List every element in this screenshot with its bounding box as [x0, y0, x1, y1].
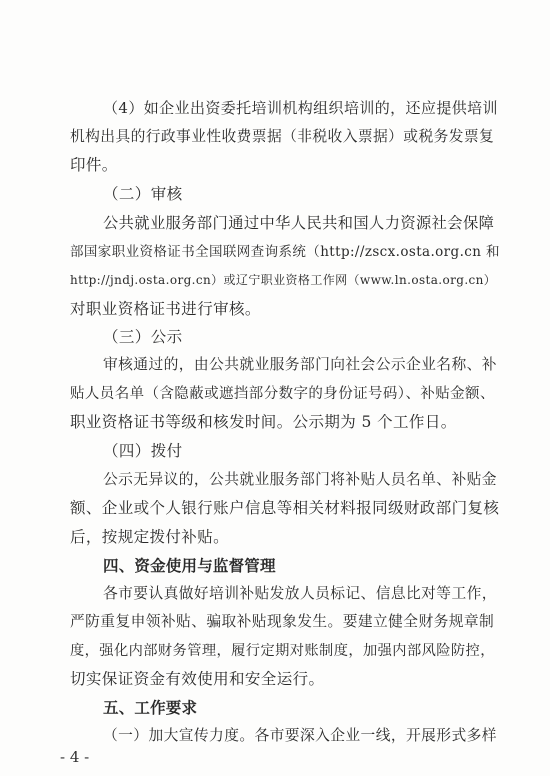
- paragraph-line: 职业资格证书等级和核发时间。公示期为 5 个工作日。: [70, 413, 457, 431]
- paragraph-line: 审核通过的，由公共就业服务部门向社会公示企业名称、补: [103, 356, 497, 373]
- paragraph-line: 度，强化内部财务管理，履行定期对账制度，加强内部风险防控，: [70, 643, 495, 659]
- chapter-heading: 四、资金使用与监督管理: [103, 557, 276, 575]
- paragraph-line: （4）如企业出资委托培训机构组织培训的，还应提供培训: [103, 99, 498, 117]
- paragraph-line: 机构出具的行政事业性收费票据（非税收入票据）或税务发票复: [70, 128, 495, 145]
- paragraph-line: 切实保证资金有效使用和安全运行。: [70, 670, 325, 688]
- section-heading: （四）拨付: [103, 442, 183, 460]
- section-heading: （二）审核: [103, 185, 183, 203]
- page-number: - 4 -: [60, 748, 90, 766]
- paragraph-line: http://jndj.osta.org.cn）或辽宁职业资格工作网（www.ln.osta.org.cn）: [70, 273, 497, 287]
- paragraph-line: 印件。: [70, 156, 118, 174]
- paragraph-line: （一）加大宣传力度。各市要深入企业一线，开展形式多样: [103, 727, 497, 744]
- chapter-heading: 五、工作要求: [103, 699, 198, 717]
- paragraph-line: 严防重复申领补贴、骗取补贴现象发生。要建立健全财务规章制: [70, 613, 495, 630]
- paragraph-line: 公共就业服务部门通过中华人民共和国人力资源社会保障: [103, 214, 495, 232]
- paragraph-line: 后，按规定拨付补贴。: [70, 528, 230, 546]
- paragraph-line: 公示无异议的，公共就业服务部门将补贴人员名单、补贴金: [103, 471, 497, 488]
- section-heading: （三）公示: [103, 328, 183, 346]
- paragraph-line: 部国家职业资格证书全国联网查询系统（http://zscx.osta.org.cn 和: [70, 244, 500, 260]
- paragraph-line: 各市要认真做好培训补贴发放人员标记、信息比对等工作，: [103, 585, 497, 602]
- paragraph-line: 对职业资格证书进行审核。: [70, 300, 261, 318]
- paragraph-line: 额、企业或个人银行账户信息等相关材料报同级财政部门复核: [70, 499, 500, 517]
- paragraph-line: 贴人员名单（含隐蔽或遮挡部分数字的身份证号码）、补贴金额、: [70, 386, 495, 402]
